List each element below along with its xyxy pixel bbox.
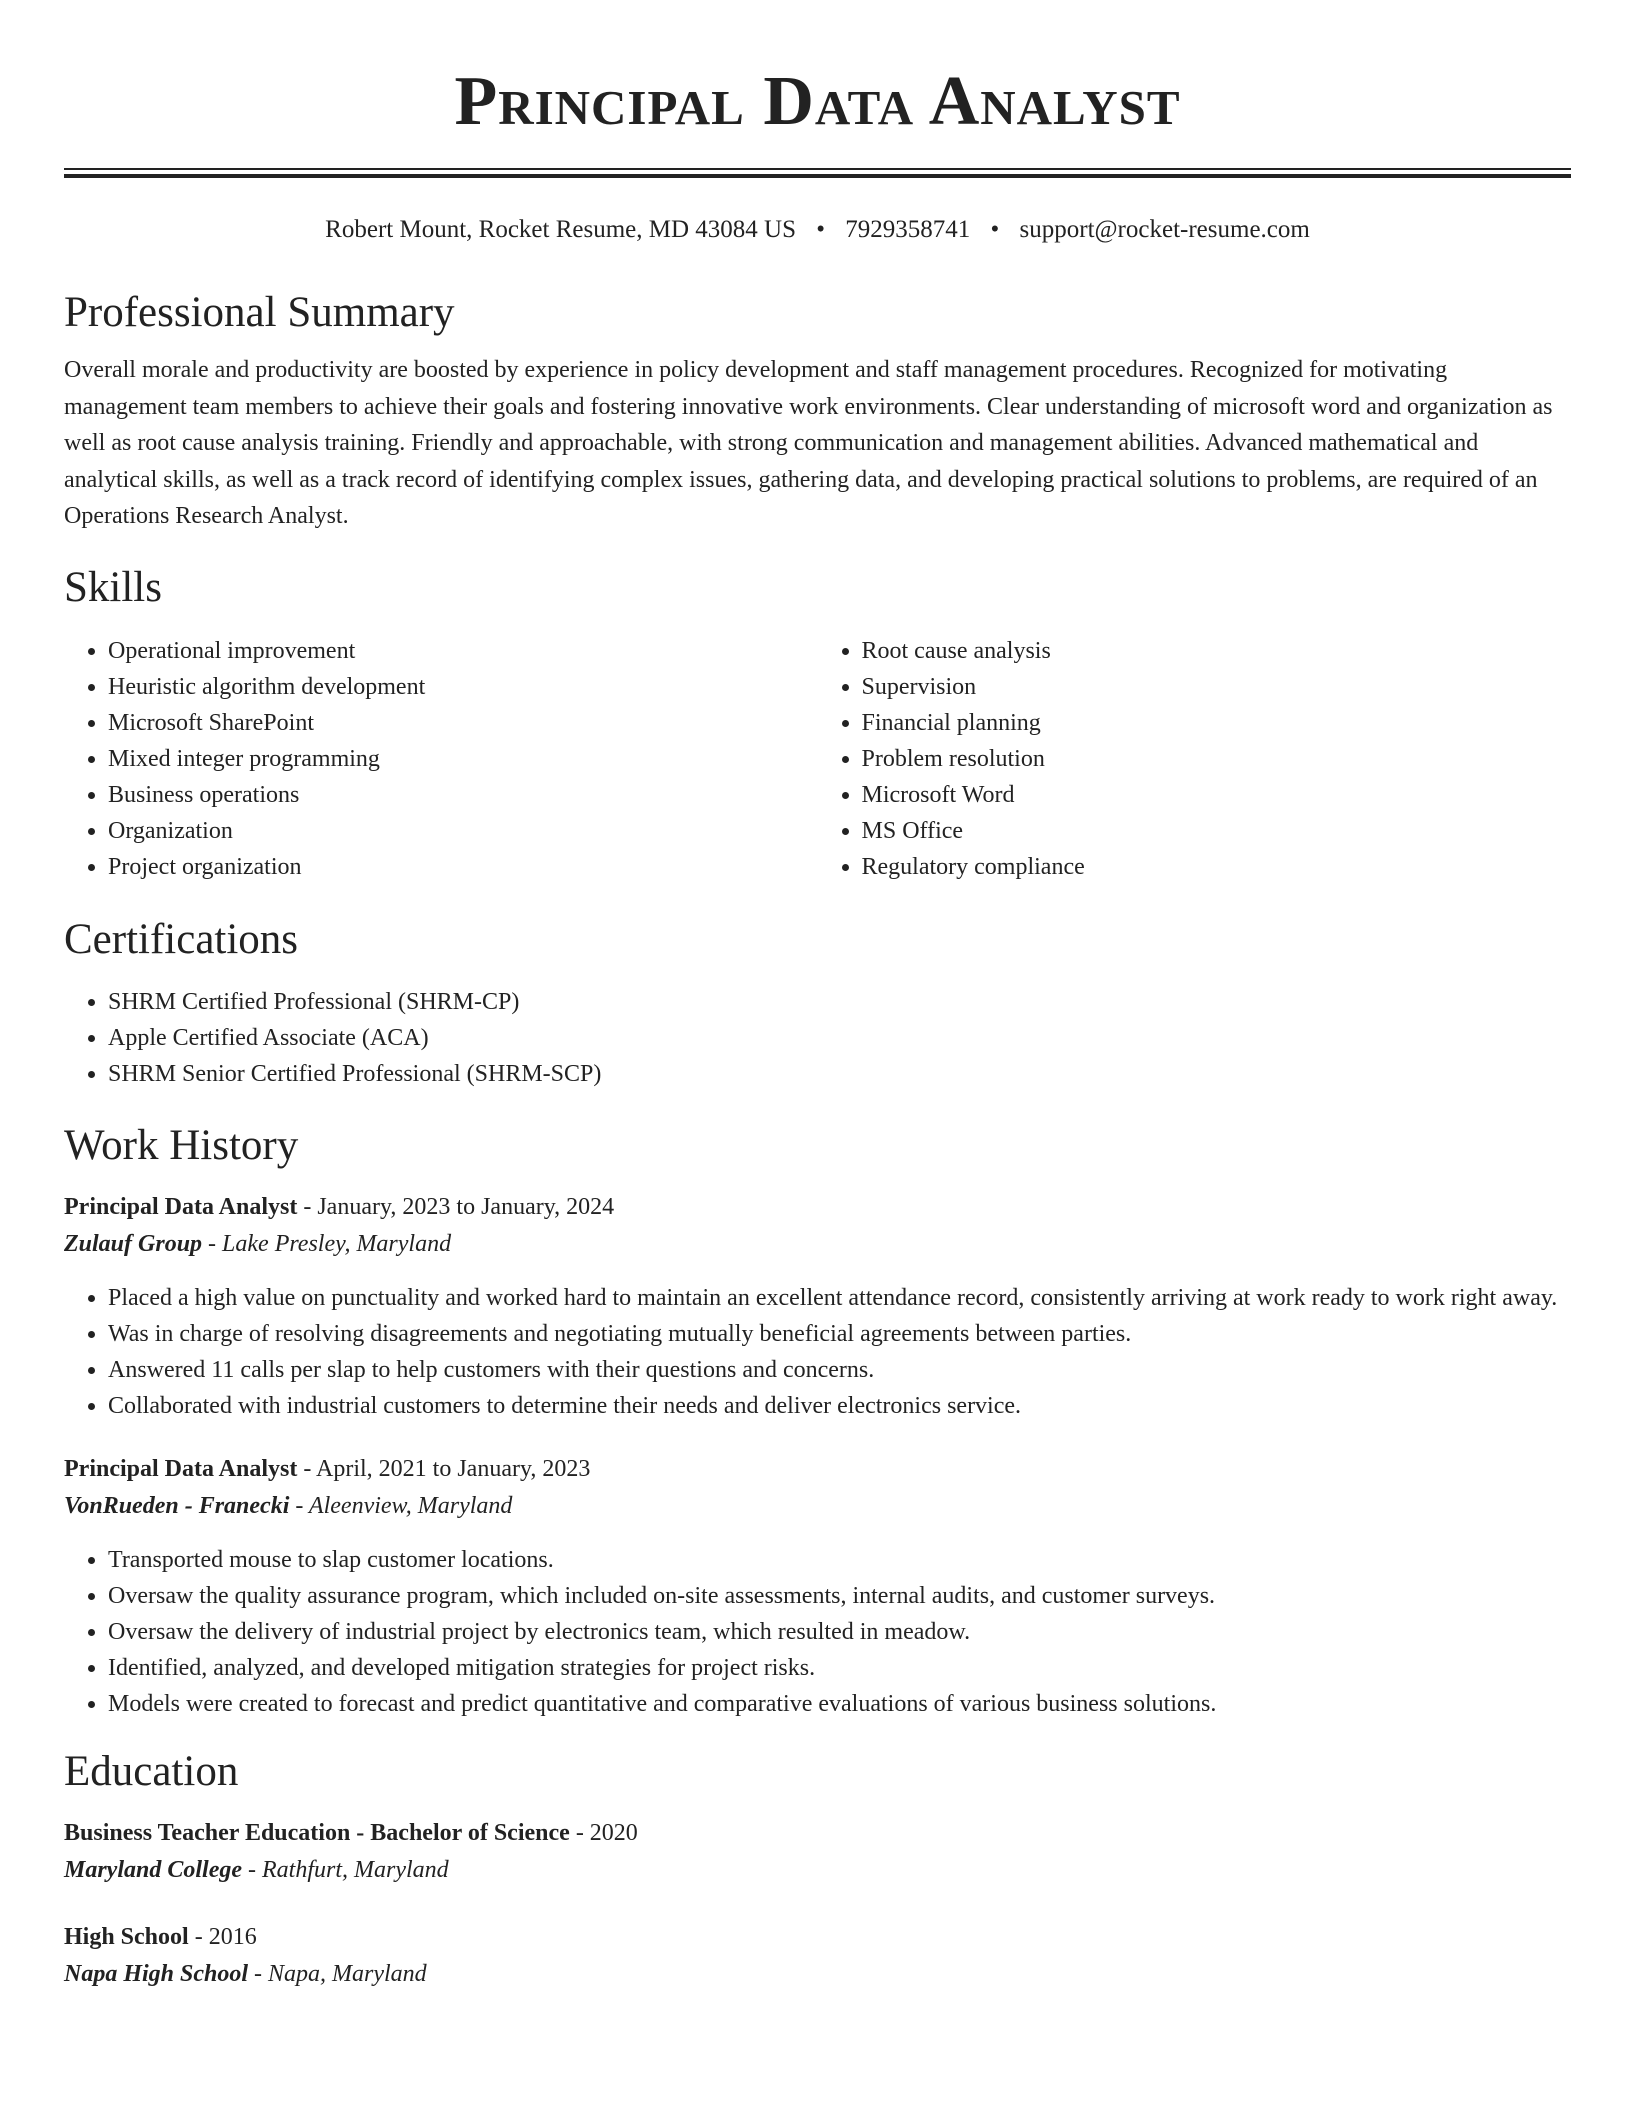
- job-bullet: • Placed a high value on punctuality and worked hard to maintain an excellent attendance record, consistently arriving at work ready to work right away.: [108, 1280, 1571, 1316]
- education-school: Napa High School: [64, 1960, 249, 1987]
- job-header: [64, 1189, 1571, 1226]
- education-entry: [64, 1919, 1571, 1993]
- education-institution: [64, 1956, 1571, 1993]
- education-header: [64, 1815, 1571, 1852]
- education-degree: High School: [64, 1923, 189, 1950]
- job-dates: - April, 2021 to January, 2023: [297, 1455, 591, 1482]
- contact-line: [64, 215, 1571, 245]
- job-bullet: • Identified, analyzed, and developed mitigation strategies for project risks.: [108, 1650, 1571, 1686]
- education-year: - 2016: [188, 1923, 257, 1950]
- skill-item: • Heuristic algorithm development: [108, 669, 818, 705]
- job-location: - Aleenview, Maryland: [289, 1492, 513, 1519]
- job-bullet: • Oversaw the quality assurance program, which included on-site assessments, internal audits, and customer surveys.: [108, 1578, 1571, 1614]
- skill-item: • MS Office: [862, 813, 1572, 849]
- skills-list-left: [64, 633, 818, 885]
- skill-item: • Mixed integer programming: [108, 741, 818, 777]
- skill-item: • Problem resolution: [862, 741, 1572, 777]
- title-divider: [64, 168, 1571, 178]
- education-heading: Education: [64, 1747, 239, 1795]
- certification-item: • SHRM Certified Professional (SHRM-CP): [108, 984, 1571, 1020]
- skill-item: • Microsoft Word: [862, 777, 1572, 813]
- skills-heading: Skills: [64, 563, 162, 611]
- summary-text: Overall morale and productivity are boosted by experience in policy development and staff management procedures. Recognized for motivating management team members to achieve their goals and fostering innovative work environments. Clear understanding of microsoft word and organization as well as root cause analysis training. Friendly and approachable, with strong communication and management abilities. Advanced mathematical and analytical skills, as well as a track record of identifying complex issues, gathering data, and developing practical solutions to problems, are required of an Operations Research Analyst.: [64, 357, 1553, 529]
- job-bullet: • Oversaw the delivery of industrial project by electronics team, which resulted in meadow.: [108, 1614, 1571, 1650]
- skill-item: • Project organization: [108, 849, 818, 885]
- job-employer: [64, 1488, 1571, 1525]
- education-entry: [64, 1815, 1571, 1889]
- contact-email[interactable]: support@rocket-resume.com: [1019, 216, 1310, 243]
- skill-item: • Operational improvement: [108, 633, 818, 669]
- job-title: Principal Data Analyst: [64, 1193, 298, 1220]
- contact-phone: 7929358741: [845, 216, 971, 243]
- job-entry: [64, 1189, 1571, 1424]
- job-bullet: • Was in charge of resolving disagreements and negotiating mutually beneficial agreements between parties.: [108, 1316, 1571, 1352]
- job-bullets: [64, 1280, 1571, 1424]
- summary-heading: Professional Summary: [64, 289, 455, 336]
- skill-item: • Root cause analysis: [862, 633, 1572, 669]
- education-year: - 2020: [569, 1819, 638, 1846]
- job-employer: [64, 1226, 1571, 1263]
- job-header: [64, 1451, 1571, 1488]
- job-company: Zulauf Group: [64, 1230, 203, 1257]
- skills-columns: [64, 633, 1571, 885]
- skill-item: • Financial planning: [862, 705, 1572, 741]
- contact-address: Robert Mount, Rocket Resume, MD 43084 US: [325, 216, 796, 243]
- job-bullet: • Answered 11 calls per slap to help customers with their questions and concerns.: [108, 1352, 1571, 1388]
- resume-title: Principal Data Analyst: [454, 63, 1181, 140]
- education-degree: Business Teacher Education - Bachelor of Science: [64, 1819, 570, 1846]
- job-title: Principal Data Analyst: [64, 1455, 298, 1482]
- education-school: Maryland College: [64, 1856, 242, 1883]
- job-dates: - January, 2023 to January, 2024: [297, 1193, 615, 1220]
- education-institution: [64, 1852, 1571, 1889]
- skill-item: • Supervision: [862, 669, 1572, 705]
- job-bullet: • Collaborated with industrial customers to determine their needs and deliver electronics service.: [108, 1388, 1571, 1424]
- job-bullet: • Transported mouse to slap customer locations.: [108, 1542, 1571, 1578]
- skills-list-right: [818, 633, 1572, 885]
- certification-item: • SHRM Senior Certified Professional (SHRM-SCP): [108, 1056, 1571, 1092]
- skill-item: • Regulatory compliance: [862, 849, 1572, 885]
- skill-item: • Microsoft SharePoint: [108, 705, 818, 741]
- job-bullets: [64, 1542, 1571, 1722]
- education-location: - Napa, Maryland: [248, 1960, 427, 1987]
- job-company: VonRueden - Franecki: [64, 1492, 290, 1519]
- job-bullet: • Models were created to forecast and predict quantitative and comparative evaluations of various business solutions.: [108, 1686, 1571, 1722]
- certifications-heading: Certifications: [64, 915, 299, 963]
- job-location: - Lake Presley, Maryland: [202, 1230, 452, 1257]
- education-header: [64, 1919, 1571, 1956]
- contact-separator: •: [816, 216, 826, 243]
- work-history-heading: Work History: [64, 1121, 299, 1169]
- skill-item: • Organization: [108, 813, 818, 849]
- job-entry: [64, 1451, 1571, 1722]
- education-location: - Rathfurt, Maryland: [242, 1856, 449, 1883]
- certifications-list: [64, 984, 1571, 1092]
- certification-item: • Apple Certified Associate (ACA): [108, 1020, 1571, 1056]
- skill-item: • Business operations: [108, 777, 818, 813]
- resume-page: [64, 0, 1571, 1993]
- contact-separator: •: [990, 216, 1000, 243]
